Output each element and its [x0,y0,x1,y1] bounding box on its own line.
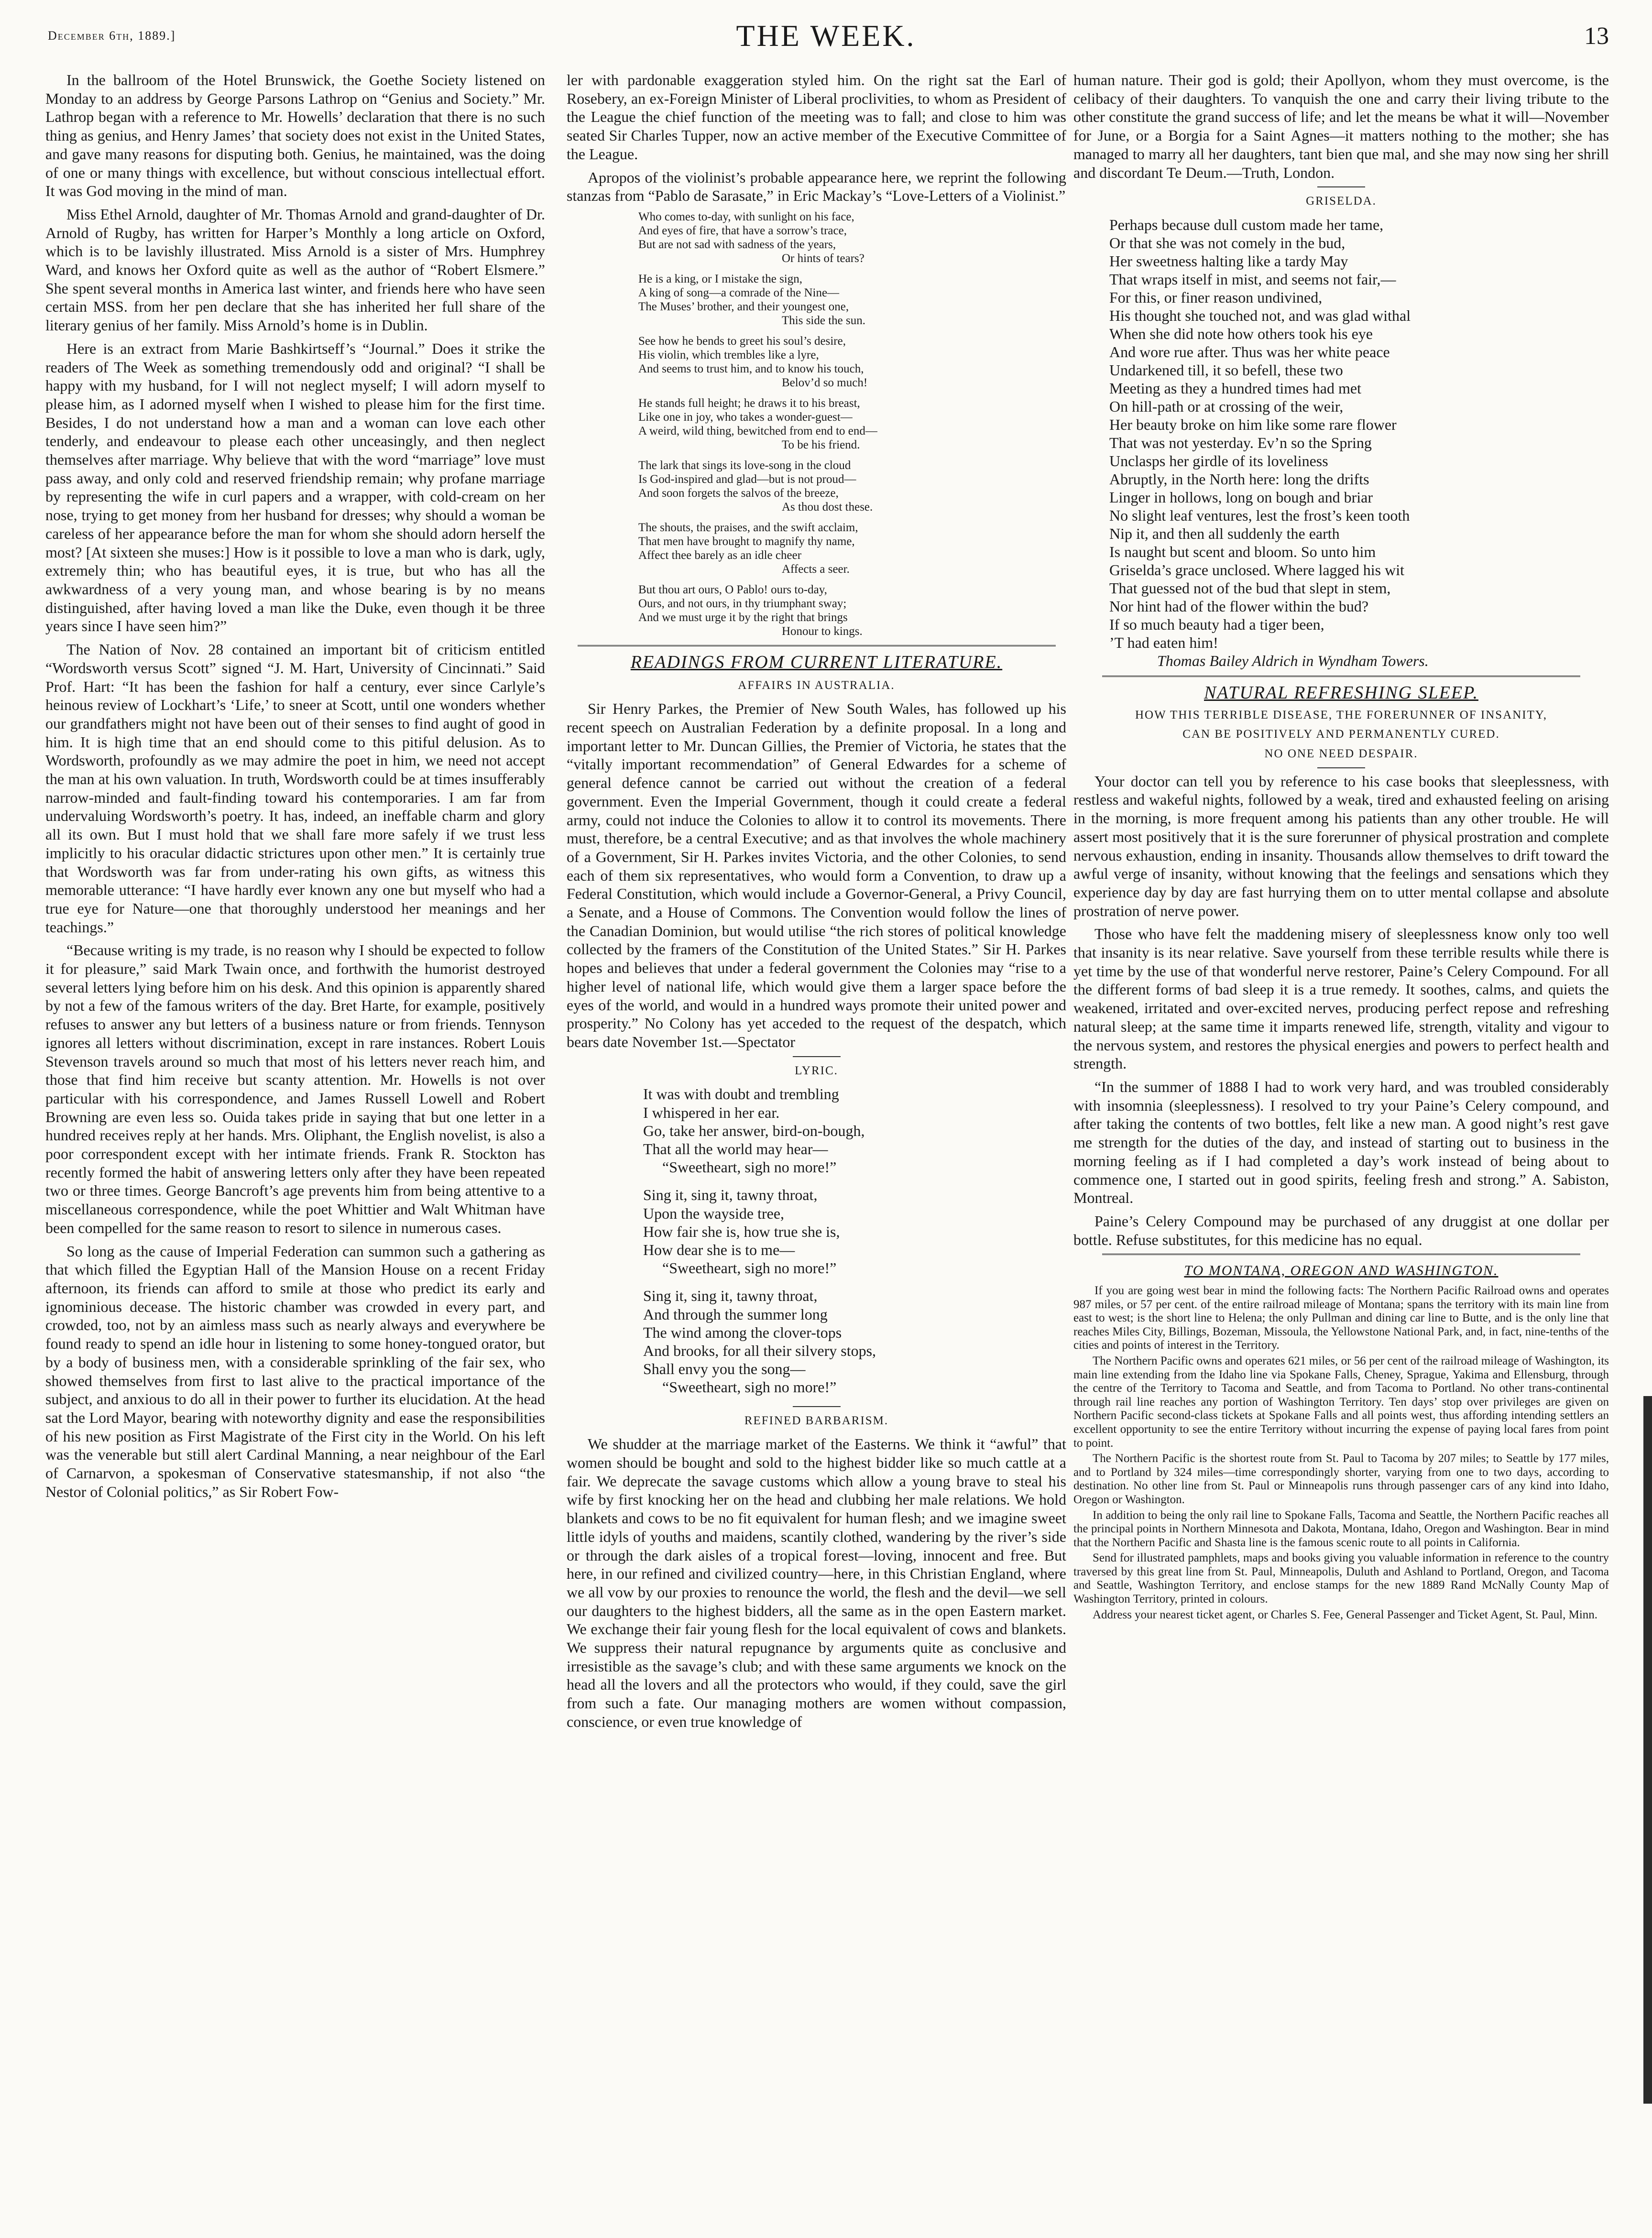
poem-line: It was with doubt and trembling [643,1085,839,1103]
poem-line: See how he bends to greet his soul’s desire, [638,334,846,348]
column-1 [45,71,545,1506]
poem-line: How dear she is to me— [643,1241,795,1259]
section-title: NATURAL REFRESHING SLEEP. [1204,682,1478,703]
poem-line: But are not sad with sadness of the years, [638,238,836,251]
poem-line: As thou dost these. [782,500,873,513]
poem-stanza [638,272,1066,328]
poem-line: And brooks, for all their silvery stops, [643,1342,876,1360]
article-paragraph: Sir Henry Parkes, the Premier of New South Wales, has followed up his recent speech on Australian Federation by a definite proposal. In a long and important letter to Mr. Duncan Gillies, the Premier of Victoria, he states that the “vitally important recommendation” of General Edwardes for a scheme of general defence cannot be carried out without the creation of a federal government. Even the Imperial Government, though it could create a federal army, could not induce the Colonies to allow it to control its movements. There must, therefore, be a central Executive; and as that involves the whole machinery of a Government, Sir H. Parkes invites Victoria, and the other Colonies, to send each of them six representatives, who would form a Convention, to draw up a Federal Constitution, which would include a Governor-General, a Privy Council, a Senate, and a House of Commons. The Convention would follow the lines of the Canadian Dominion, but would utilise “the rich stores of political knowledge collected by the framers of the Constitution of the United States.” Sir H. Parkes hopes and believes that under a federal government the Colonies may “rise to a higher level of national life, which would give them a larger space before the eyes of the world, and would in a hundred ways promote their united power and prosperity.” No Colony has yet acceded to the request of the despatch, which bears date November 1st.—Spectator [567,700,1066,1050]
article-paragraph: “Because writing is my trade, is no reason why I should be expected to follow it for pleasure,” said Mark Twain once, and forthwith the humorist destroyed several letters lying before him on his desk. And this opinion is apparently shared by not a few of the famous writers of the day. Bret Harte, for example, positively refuses to answer any but letters of a business nature or from friends. Tennyson ignores all letters without discrimination, except in rare instances. Robert Louis Stevenson travels around so much that most of his letters never reach him, and those that find him receive but scanty attention. Mr. Howells is not over particular with his correspondence, and James Russell Lowell and Robert Browning are even less so. Ouida takes pride in saying that but one letter in a hundred receives reply at her hands. Mrs. Oliphant, the English novelist, is also a poor correspondent except with her intimate friends. Frank R. Stockton has recently formed the habit of answering letters only after they have been repeated two or three times. George Bancroft’s age prevents him from being attentive to a miscellaneous correspondence, while the poet Whittier and Walt Whitman have been compelled for the same reason to resort to silence in numerous cases. [45,941,545,1236]
railroad-advert [1073,1284,1609,1622]
poem-line: Or that she was not comely in the bud, [1109,234,1346,251]
poem-stanza [638,334,1066,390]
divider [793,1056,841,1057]
poem-line: Ours, and not ours, in thy triumphant sway; [638,597,847,610]
poem-line: The Muses’ brother, and their youngest one, [638,300,849,313]
article-paragraph: Here is an extract from Marie Bashkirtseff’s “Journal.” Does it strike the readers of The Week as something tremendously odd and original? “I shall be happy with my husband, for I will not neglect myself; I will adorn myself to please him, as I adorned myself when I wished to please him for the first time. Besides, I do not understand how a man and a woman can love each other tenderly, and endeavour to please each other unceasingly, and then neglect themselves after marriage. Why believe that with the word “marriage” love must pass away, and only cold and reserved friendship remain; why profane marriage by representing the wife in curl papers and a wrapper, with cold-cream on her nose, trying to get money from her husband for dresses; why should a woman be careless of her appearance before the man for whom she should adorn herself the most? [At sixteen she muses:] How is it possible to love a man who is dark, ugly, extremely thin; who has beautiful eyes, it is true, but who has all the awkwardness of a very young man, and whose bearing is by no means distinguished, after having loved a man like the Duke, even though it be three years since I have seen him?” [45,339,545,635]
poem-line: The lark that sings its love-song in the cloud [638,459,851,472]
section-divider [1102,1254,1580,1257]
poem-line: Linger in hollows, long on bough and briar [1109,488,1373,506]
griselda-poem [1109,216,1609,670]
poem-line: Nip it, and then all suddenly the earth [1109,524,1340,542]
advert-paragraph: The Northern Pacific owns and operates 621 miles, or 56 per cent of the railroad mileage of Washington, its main line extending from the Idaho line via Spokane Falls, Cheney, Sprague, Yakima and Ellensburg, through the centre of the Territory to Tacoma and Seattle, and from Tacoma to Portland. No other trans-continental through rail line reaches any portion of Washington Territory. Ten days’ stop over privileges are given on Northern Pacific second-class tickets at Spokane Falls and all points west, thus affording intending settlers an excellent opportunity to see the entire Territory without incurring the expense of paying local fares from point to point. [1073,1354,1609,1450]
section-divider [1102,676,1580,679]
poem-line: And we must urge it by the right that brings [638,611,848,624]
poem-line: “Sweetheart, sigh no more!” [662,1259,837,1277]
divider [1317,186,1365,187]
poem-line: “Sweetheart, sigh no more!” [662,1378,837,1396]
poem-line: Nor hint had of the flower within the bud? [1109,597,1369,615]
poem-line: Go, take her answer, bird-on-bough, [643,1122,865,1139]
poem-line: Undarkened till, it so befell, these two [1109,361,1343,379]
poem-line: That was not yesterday. Ev’n so the Spring [1109,434,1372,451]
poem-line: The shouts, the praises, and the swift acclaim, [638,521,858,534]
section-title: READINGS FROM CURRENT LITERATURE. [630,652,1003,672]
poem-line: Griselda’s grace unclosed. Where lagged his wit [1109,561,1404,579]
section-divider [578,645,1056,648]
advert-paragraph: Address your nearest ticket agent, or Charles S. Fee, General Passenger and Ticket Agent, St. Paul, Minn. [1093,1608,1598,1621]
poem-line: Her beauty broke on him like some rare flower [1109,415,1397,433]
poem-line: Is naught but scent and bloom. So unto him [1109,543,1376,560]
poem-line: And through the summer long [643,1305,828,1323]
poem-line: Sing it, sing it, tawny throat, [643,1186,818,1204]
poem-line: Meeting as they a hundred times had met [1109,379,1361,397]
poem-line: And eyes of fire, that have a sorrow’s trace, [638,224,847,237]
advert-paragraph: The Northern Pacific is the shortest route from St. Paul to Tacoma by 207 miles; to Seattle by 177 miles, and to Portland by 324 miles—time correspondingly shorter, varying from one to two days, according to destination. No other line from St. Paul or Minneapolis runs through passenger cars of any kind into Idaho, Oregon or Washington. [1073,1452,1609,1506]
poem-line: But thou art ours, O Pablo! ours to-day, [638,583,827,596]
poem-stanza [643,1085,1066,1176]
poem-line: That guessed not of the bud that slept in stem, [1109,579,1391,597]
article-paragraph: ler with pardonable exaggeration styled him. On the right sat the Earl of Rosebery, an ex-Foreign Minister of Liberal proclivities, to whom as President of the League the chief function of the meeting was to fall; and close to him was seated Sir Charles Tupper, now an active member of the Executive Committee of the League. [567,71,1066,163]
poem-line: For this, or finer reason undivined, [1109,288,1323,306]
advert-subheadings [1073,706,1609,764]
article-paragraph: Apropos of the violinist’s probable appearance here, we reprint the following stanzas from “Pablo de Sarasate,” in Eric Mackay’s “Love-Letters of a Violinist.” [567,168,1066,205]
poem-line: Sing it, sing it, tawny throat, [643,1287,818,1305]
poem-attribution: Thomas Bailey Aldrich in Wyndham Towers. [1157,652,1429,669]
divider [1317,767,1365,768]
advert-subheading: HOW THIS TERRIBLE DISEASE, THE FORERUNNER OF INSANITY, [1135,708,1547,721]
poem-line: ’T had eaten him! [1109,633,1218,651]
poem-line: Who comes to-day, with sunlight on his face, [638,210,854,223]
poem-line: Is God-inspired and glad—but is not proud— [638,472,856,486]
poem-line: The wind among the clover-tops [643,1323,842,1341]
poem-line: A king of song—a comrade of the Nine— [638,286,840,299]
poem-stanza [643,1186,1066,1277]
advert-paragraph: In addition to being the only rail line to Spokane Falls, Tacoma and Seattle, the Northern Pacific reaches all the principal points in Northern Minnesota and Dakota, Montana, Idaho, Oregon and Washington. Bear in mind that the Northern Pacific and Shasta line is the famous scenic route to all points in California. [1073,1508,1609,1549]
poem-line: He stands full height; he draws it to his breast, [638,396,860,410]
advert-subheading: CAN BE POSITIVELY AND PERMANENTLY CURED. [1182,728,1500,741]
advert-paragraph: Send for illustrated pamphlets, maps and books giving you valuable information in reference to the country traversed by this great line from St. Paul, Minneapolis, Duluth and Ashland to Portland, Oregon, and Tacoma and Seattle, Washington Territory, and enclose stamps for the new 1889 Rand McNally County Map of Washington Territory, printed in colours. [1073,1551,1609,1606]
section-title: TO MONTANA, OREGON AND WASHINGTON. [1184,1263,1499,1279]
article-heading: LYRIC. [795,1064,838,1077]
poem-line: Her sweetness halting like a tardy May [1109,252,1348,270]
poem-line: This side the sun. [782,314,865,327]
page-header [0,18,1652,61]
poem-line: How fair she is, how true she is, [643,1223,840,1240]
poem-line: I whispered in her ear. [643,1103,780,1121]
poem-stanza [638,396,1066,452]
page-number: 13 [1584,22,1609,50]
article-paragraph: We shudder at the marriage market of the Easterns. We think it “awful” that women should be bought and sold to the highest bidder like so much cattle at a fair. We deprecate the savage customs which allow a young brave to steal his wife by first knocking her on the head and clubbing her male relations. We hold blankets and cows to be no fit equivalent for human flesh; and we imagine sweet little idyls of youths and maidens, scantily clothed, wandering by the river’s side or through the dark aisles of a tropical forest—loving, innocent and free. But here, in our refined and civilized country—here, in this Christian England, where we all vow by our proxies to renounce the world, the flesh and the devil—we sell our daughters to the highest bidders, all the same as in the open Eastern market. We exchange their fair young flesh for the local equivalent of cows and blankets. We suppress their natural repugnance by arguments quite as conclusive and irresistible as the savage’s club; and with these same arguments we knock on the head all the lovers and all the protectors who would, if they could, save the girl from such a fate. Our managing mothers are women without compassion, conscience, or even true knowledge of [567,1435,1066,1730]
advert-paragraph: “In the summer of 1888 I had to work very hard, and was troubled considerably with insomnia (sleeplessness). I resolved to try your Paine’s Celery compound, and after taking the contents of two bottles, felt like a new man. A good night’s rest gave me strength for the duties of the day, and instead of starting out to business in the morning feeling as if I had completed a day’s work instead of being about to commence one, I started out in good spirits, feeling fresh and strong.” A. Sabiston, Montreal. [1073,1078,1609,1207]
scan-edge-shadow [1643,1396,1652,2104]
advert-paragraph: Those who have felt the maddening misery of sleeplessness know only too well that insanity is its near relative. Save yourself from these terrible results while there is yet time by the use of that wonderful nerve restorer, Paine’s Celery Compound. For all the different forms of bad sleep it is a true remedy. It soothes, calms, and quiets the weakened, irritated and over-excited nerves, producing perfect repose and refreshing natural sleep; at the same time it imparts renewed life, strength, vitality and vigour to the nervous system, and restores the physical energies and powers to perfect health and strength. [1073,925,1609,1072]
poem-line: That men have brought to magnify thy name, [638,535,855,548]
article-paragraph: The Nation of Nov. 28 contained an important bit of criticism entitled “Wordsworth versus Scott” signed “J. M. Hart, University of Cincinnati.” Said Prof. Hart: “It has been the fashion for half a century, ever since Carlyle’s heinous review of Lockhart’s ‘Life,’ to sneer at Scott, until one wonders whether our grandfathers might not have been out of their senses to find aught of good in him. It is high time that an end should come to this pitiful delusion. As to Wordsworth, profoundly as we may admire the poet in him, we need not accept the man at his own valuation. In truth, Wordsworth could be at times insufferably narrow-minded and fault-finding toward his contemporaries. I am far from undervaluing Wordsworth’s poetry. It has, indeed, an ineffable charm and glory all its own. But I must hold that we shall fare more safely if we trust less implicitly to his oracular didactic strictures upon other men.” It is certainly true that Wordsworth was far from under-rating his own gifts, as witness this memorable utterance: “I have hardly ever known any one but myself who had a true eye for Nature—one that thoroughly understood her meanings and her teachings.” [45,641,545,936]
poem-line: That wraps itself in mist, and seems not fair,— [1109,270,1396,288]
poem-line: His violin, which trembles like a lyre, [638,348,819,361]
poem-line: “Sweetheart, sigh no more!” [662,1158,837,1176]
poem-line: That all the world may hear— [643,1140,828,1157]
masthead-title: THE WEEK. [736,19,916,53]
lyric-poem [643,1085,1066,1396]
poem-line: Belov’d so much! [782,376,868,389]
poem-line: No slight leaf ventures, lest the frost’s keen tooth [1109,506,1410,524]
poem-line: Honour to kings. [782,624,863,638]
divider [793,1406,841,1407]
article-heading: REFINED BARBARISM. [744,1414,889,1427]
sarasate-poem [638,210,1066,638]
poem-stanza [638,459,1066,514]
article-paragraph: human nature. Their god is gold; their Apollyon, whom they must overcome, is the celibacy of their daughters. To vanquish the one and carry their living tribute to the other constitute the grand success of life; and let the means be what it will—November for June, or a Borgia for a Saint Agnes—it matters nothing to the mother; she has managed to marry all her daughters, tant bien que mal, and she may now sing her shrill and discordant Te Deum.—Truth, London. [1073,71,1609,181]
article-heading: GRISELDA. [1306,195,1377,208]
poem-line: Abruptly, in the North here: long the drifts [1109,470,1369,488]
poem-line: If so much beauty had a tiger been, [1109,615,1324,633]
poem-line: And seems to trust him, and to know his touch, [638,362,864,375]
column-2 [567,71,1066,1736]
advert-subheading: NO ONE NEED DESPAIR. [1264,747,1418,761]
article-paragraph: So long as the cause of Imperial Federation can summon such a gathering as that which filled the Egyptian Hall of the Mansion House on a recent Friday afternoon, its friends can afford to smile at those who predict its early and ignominious decease. The historic chamber was crowded in every part, and crowded, too, not by an aimless mass such as nearly always and everywhere be found ready to spend an idle hour in listening to some honey-tongued orator, but by a body of business men, with a considerable sprinkling of the fair sex, who showed themselves from first to last alive to the practical importance of the subject, and anxious to do all in their power to further its elucidation. At the head sat the Lord Mayor, bearing with noteworthy dignity and ease the responsibilities of his new position as First Magistrate of the First city in the World. On his left was the venerable but still alert Cardinal Manning, a near neighbour of the Earl of Carnarvon, a spokesman of Conservative statesmanship, if not also “the Nestor of Colonial politics,” as Sir Robert Fow- [45,1242,545,1500]
poem-line: He is a king, or I mistake the sign, [638,272,802,285]
poem-line: Perhaps because dull custom made her tame, [1109,216,1384,233]
advert-paragraph: If you are going west bear in mind the following facts: The Northern Pacific Railroad owns and operates 987 miles, or 57 per cent. of the entire railroad mileage of Montana; spans the territory with its main line from east to west; is the short line to Helena; the only Pullman and dining car line to Butte, and is the only line that reaches Miles City, Billings, Bozeman, Missoula, the Yellowstone National Park, and, in fact, nine-tenths of the cities and points of interest in the Territory. [1073,1284,1609,1352]
poem-line: A weird, wild thing, bewitched from end to end— [638,424,877,437]
poem-line: Affects a seer. [782,562,850,576]
poem-stanza [638,521,1066,576]
poem-stanza [643,1287,1066,1396]
poem-line: Shall envy you the song— [643,1360,806,1378]
poem-line: And soon forgets the salvos of the breeze, [638,486,839,500]
poem-line: When she did note how others took his eye [1109,325,1373,342]
poem-line: And wore rue after. Thus was her white peace [1109,343,1390,360]
article-paragraph: Miss Ethel Arnold, daughter of Mr. Thomas Arnold and grand-daughter of Dr. Arnold of Rugby, has written for Harper’s Monthly a long article on Oxford, which is to be lavishly illustrated. Miss Arnold is a sister of Mrs. Humphrey Ward, and knows her Oxford quite as well as the author of “Robert Elsmere.” She spent several months in America last winter, and friends here who have seen certain MSS. from her pen declare that she has inherited her full share of the literary genius of her family. Miss Arnold’s home is in Dublin. [45,205,545,334]
poem-line: His thought she touched not, and was glad withal [1109,306,1411,324]
poem-line: On hill-path or at crossing of the weir, [1109,397,1344,415]
poem-line: To be his friend. [782,438,860,451]
poem-line: Like one in joy, who takes a wonder-guest— [638,410,853,424]
poem-line: Affect thee barely as an idle cheer [638,548,802,562]
article-paragraph: In the ballroom of the Hotel Brunswick, the Goethe Society listened on Monday to an address by George Parsons Lathrop on “Genius and Society.” Mr. Lathrop began with a reference to Mr. Howells’ declaration that there is no such thing as genius, and Henry James’ that society does not exist in the United States, and gave many reasons for disputing both. Genius, he maintained, was the doing of one or many things with excellence, but without conscious intellectual effort. It was God moving in the mind of man. [45,71,545,200]
poem-line: Upon the wayside tree, [643,1204,785,1222]
advert-paragraph: Paine’s Celery Compound may be purchased of any druggist at one dollar per bottle. Refuse substitutes, for this medicine has no equal. [1073,1212,1609,1248]
column-3 [1073,71,1609,1624]
advert-paragraph: Your doctor can tell you by reference to his case books that sleeplessness, with restless and wakeful nights, followed by a weak, tired and exhausted feeling on arising in the morning, is more frequent among his patients than any other trouble. He will assert most positively that it is the sure forerunner of physical prostration and complete nervous exhaustion, ending in insanity. Thousands allow themselves to drift toward the awful verge of insanity, without knowing that the feelings and sensations which they experience day by day are fast hurrying them on to utter mental collapse and absolute prostration of nerve power. [1073,772,1609,919]
poem-stanza [638,210,1066,265]
poem-stanza [638,583,1066,638]
article-heading: AFFAIRS IN AUSTRALIA. [738,678,895,692]
poem-line: Unclasps her girdle of its loveliness [1109,452,1328,469]
issue-date: December 6th, 1889.] [48,29,176,43]
poem-line: Or hints of tears? [782,251,864,265]
